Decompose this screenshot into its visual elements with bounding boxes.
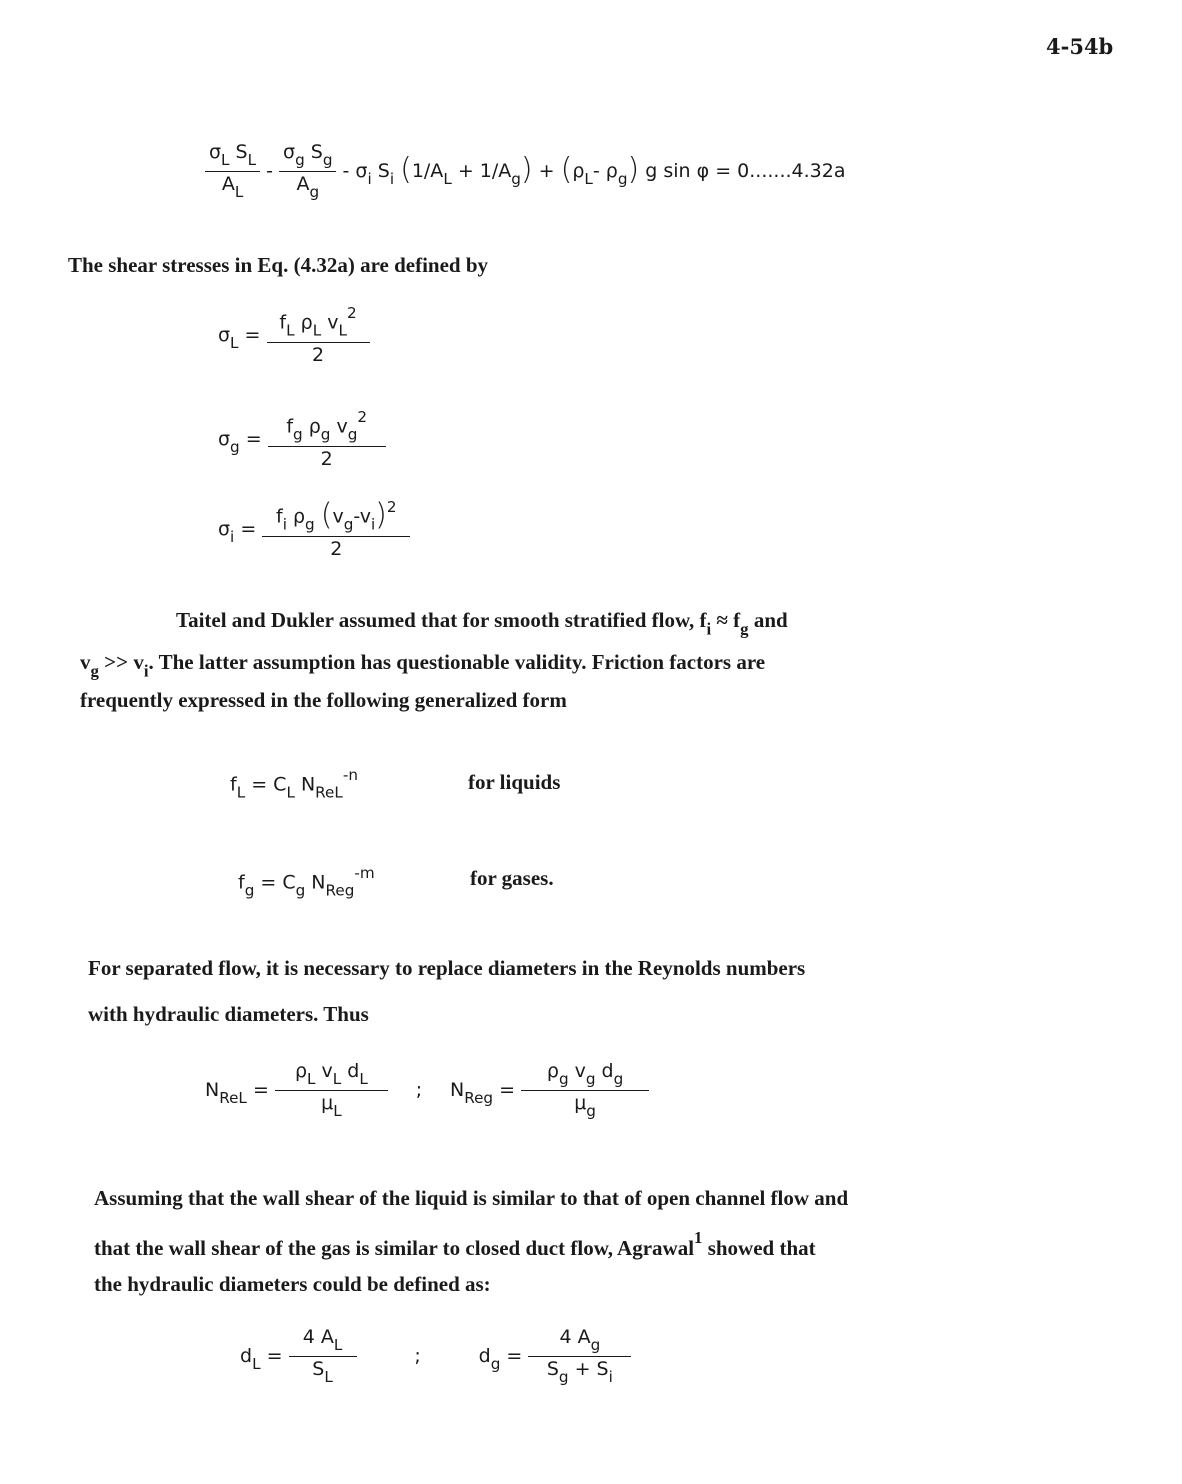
equation-sigma-i: $\sigma_i$ = $\frac{f_i \rho_g (v_g-v_i)^2}{2}$ [218,500,410,559]
term-gas-wall-shear: $\frac{\sigma_g S_g}{A_g}$ [279,143,336,200]
equation-sigma-l: $\sigma_L$ = $\frac{f_L \rho_L v_L^2}{2}$ [218,306,370,365]
equation-f-liquid: $f_L = C_L$ $N_{ReL}^{-n}$ [230,766,358,802]
separated-line-1: For separated flow, it is necessary to replace diameters in the Reynolds numbers [88,956,806,980]
taitel-line-3: frequently expressed in the following generalized form [80,688,567,712]
separated-line-2: with hydraulic diameters. Thus [88,1002,369,1026]
for-liquids-label: for liquids [468,770,561,794]
page-number: 4-54b [1046,34,1114,59]
for-gases-label: for gases. [470,866,554,890]
equation-label: 4.32a [791,160,846,183]
equation-sigma-g: $\sigma_g$ = $\frac{f_g \rho_g v_g^2}{2}$ [218,410,386,469]
term-liquid-wall-shear: $\frac{\sigma_L S_L}{A_L}$ [205,143,260,200]
taitel-line-1: Taitel and Dukler assumed that for smooth stratified flow, $f_i \approx f_g$ and [176,608,788,639]
equation-leader: = 0....... [715,160,792,183]
equation-hydraulic-diameters: $d_L$ = $\frac{4 A_L}{S_L}$ ; $d_g$ = $\frac{4 A_g}{S_g + S_i}$ [240,1328,631,1385]
assuming-line-1: Assuming that the wall shear of the liquid is similar to that of open channel flow and [94,1186,849,1210]
equation-4-32a: $\frac{\sigma_L S_L}{A_L}$ - $\frac{\sigma_g S_g}{A_g}$ - $\sigma_i$ $S_i$ $(1/A_L + 1/A_g) + (\rho_L-$ $\rho_g$) g sin φ = 0.......4.32a [205,143,846,200]
taitel-line-2: $v_g >> v_i$. The latter assumption has questionable validity. Friction factors are [80,650,766,681]
reference-marker: 1 [694,1228,703,1247]
equation-trig-term: g sin φ [645,160,710,183]
assuming-line-2: that the wall shear of the gas is similar to closed duct flow, Agrawal$^1$ showed that [94,1228,816,1260]
shear-intro-text: The shear stresses in Eq. (4.32a) are defined by [68,253,489,277]
assuming-line-3: the hydraulic diameters could be defined as: [94,1272,491,1296]
equation-reynolds: $N_{ReL}$ = $\frac{\rho_L v_L d_L}{\mu_L}$ ; $N_{Reg}$ = $\frac{\rho_g v_g d_g}{\mu_g}$ [205,1062,649,1119]
equation-f-gas: $f_g = C_g$ $N_{Reg}^{-m}$ [238,864,375,900]
